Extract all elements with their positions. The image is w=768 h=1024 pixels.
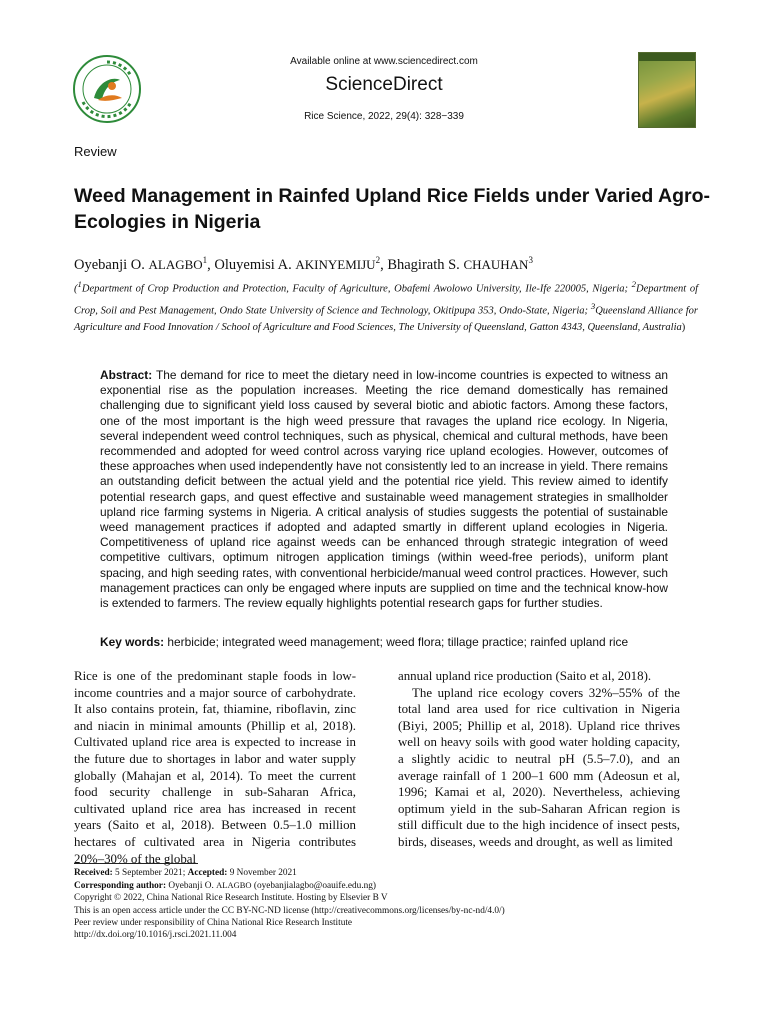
license-line[interactable]: This is an open access article under the CC BY-NC-ND license (http://creativecommons.org/licenses/by-nc-nd/4.0/)	[74, 905, 505, 916]
affiliation: Queensland Alliance for Agriculture and Food Innovation / School of Agriculture and Food Sciences, The University of Queensland, Gatton 4343, Queensland, Australia	[74, 305, 699, 334]
corresponding-surname: ALAGBO	[216, 880, 252, 891]
corresponding-line	[74, 879, 704, 892]
author-sup: 1	[202, 255, 208, 265]
journal-cover-image	[638, 52, 696, 128]
body-column-right	[398, 668, 680, 851]
footnote-divider	[74, 863, 198, 864]
author-surname: ALAGBO	[148, 256, 203, 272]
affiliation: Department of Crop, Soil and Pest Management, Ondo State University of Science and Technology, Okitipupa 353, Ondo-State, Nigeria;	[74, 283, 699, 317]
author-given: Oluyemisi A.	[214, 256, 296, 273]
body-paragraph: annual upland rice production (Saito et al, 2018).	[398, 669, 652, 683]
institute-logo	[72, 54, 142, 124]
received-label: Received:	[74, 868, 113, 878]
corresponding-given: Oyebanji O.	[168, 881, 217, 892]
body-paragraph: The upland rice ecology covers 32%–55% of the total land area used for rice cultivation in Nigeria (Biyi, 2005; Phillip et al, 2018). Upland rice thrives well on heavy soils with good water holding capacity, a slightly acidic to neutral pH (5.5–7.0), and an average rainfall of 1 200–1 600 mm (Adeosun et al, 1996; Kamai et al, 2020). Nevertheless, achieving optimum yield in the sub-Saharan African region is still difficult due to the high incidence of insect pests, birds, diseases, weeds and drought, as well as limited	[398, 685, 680, 849]
abstract	[100, 368, 668, 611]
author-given: Oyebanji O.	[74, 256, 149, 273]
keywords-text: herbicide; integrated weed management; weed flora; tillage practice; rainfed upland rice	[167, 635, 629, 649]
availability-line: Available online at www.sciencedirect.com	[290, 56, 478, 67]
affiliations: ($^1$Department of Crop Production and Protection, Faculty of Agriculture, Obafemi Awolowo University, Ile-Ife 220005, Nigeria; $^2$Department of Crop, Soil and Pest Management, Ondo State University of Science and Technology, Okitipupa 353, Ondo-State, Nigeria; $^3$Queensland Alliance for Agriculture and Food Innovation / School of Agriculture and Food Sciences, The University of Queensland, Gatton 4343, Queensland, Australia)	[74, 279, 699, 334]
author-surname: CHAUHAN	[463, 256, 529, 272]
corresponding-label: Corresponding author:	[74, 881, 167, 892]
body-column-left: Rice is one of the predominant staple foods in low-income countries and a major source of carbohydrate. It also contains protein, fat, thiamine, riboflavin, zinc and niacin in minimal amounts (Phillip et al, 2018). Cultivated upland rice area is expected to increase in the future due to shortages in labor and water supply globally (Mahajan et al, 2014). To meet the current food security challenge in sub-Saharan Africa, cultivated upland rice area has increased in recent years (Saito et al, 2018). Between 0.5–1.0 million hectares of cultivated area in Nigeria contributes 20%–30% of the global	[74, 669, 356, 866]
author-list: Oyebanji O. ALAGBO$^1$, Oluyemisi A. AKINYEMIJU$^2$, Bhagirath S. CHAUHAN$^3$	[74, 255, 533, 273]
affiliation: Department of Crop Production and Protection, Faculty of Agriculture, Obafemi Awolowo University, Ile-Ife 220005, Nigeria;	[81, 283, 628, 295]
article-title: Weed Management in Rainfed Upland Rice Fields under Varied Agro-Ecologies in Nigeria	[74, 185, 711, 233]
abstract-text: The demand for rice to meet the dietary need in low-income countries is expected to witness an exponential rise as the population increases. Meeting the rice demand domestically has remained challenging due to significant yield loss caused by several biotic and abiotic factors. Among these factors, one of the most important is the high weed pressure that ravages the upland rice ecology. In Nigeria, several independent weed control techniques, such as physical, chemical and cultural methods, have been recommended and adopted for weed control across varying rice upland ecologies. However, outcomes of these approaches when used independently have not consistently led to an increase in yield. There remains an outstanding deficit between the actual yield and the potential rice yield. This review aimed to identify potential research gaps, and quest effective and sustainable weed management strategies in smallholder upland rice farming systems in Nigeria. A critical analysis of studies suggests the potential of sustainable weed management practices if adopted and adapted smartly in different upland ecologies in Nigeria. Competitiveness of upland rice against weeds can be enhanced through strategic integration of weed competitive cultivars, optimum nitrogen application timings (within weed-free periods), uniform plant spacing, and high seeding rates, with conventional herbicide/manual weed control practices. However, such management practices can only be engaged where inputs are supplied on time and the technical know-how is extended to farmers. The review equally highlights potential research gaps for further studies.	[100, 368, 668, 611]
accepted-date: 9 November 2021	[229, 868, 297, 878]
author-sup: 2	[375, 255, 381, 265]
affil-sup: 1	[77, 279, 82, 289]
affil-sup: 2	[631, 279, 637, 289]
keywords	[100, 635, 668, 650]
received-date: 5 September 2021;	[115, 868, 186, 878]
abstract-label: Abstract:	[100, 368, 153, 382]
keywords-label: Key words:	[100, 635, 165, 649]
accepted-label: Accepted:	[187, 868, 228, 878]
publisher-name[interactable]: ScienceDirect	[325, 74, 443, 95]
author-sup: 3	[528, 255, 533, 265]
author-surname: AKINYEMIJU	[295, 256, 376, 272]
doi-link[interactable]: http://dx.doi.org/10.1016/j.rsci.2021.11.004	[74, 930, 237, 941]
copyright-line: Copyright © 2022, China National Rice Research Institute. Hosting by Elsevier B V	[74, 893, 388, 904]
dates-line	[74, 867, 704, 879]
peer-review-line: Peer review under responsibility of China National Rice Research Institute	[74, 917, 353, 928]
article-type: Review	[74, 144, 117, 159]
affil-sup: 3	[590, 300, 596, 311]
footnotes	[74, 867, 704, 941]
journal-citation: Rice Science, 2022, 29(4): 328−339	[304, 111, 464, 122]
corresponding-email[interactable]: (oyebanjialagbo@oauife.edu.ng)	[251, 881, 377, 892]
author-given: Bhagirath S.	[387, 256, 464, 273]
